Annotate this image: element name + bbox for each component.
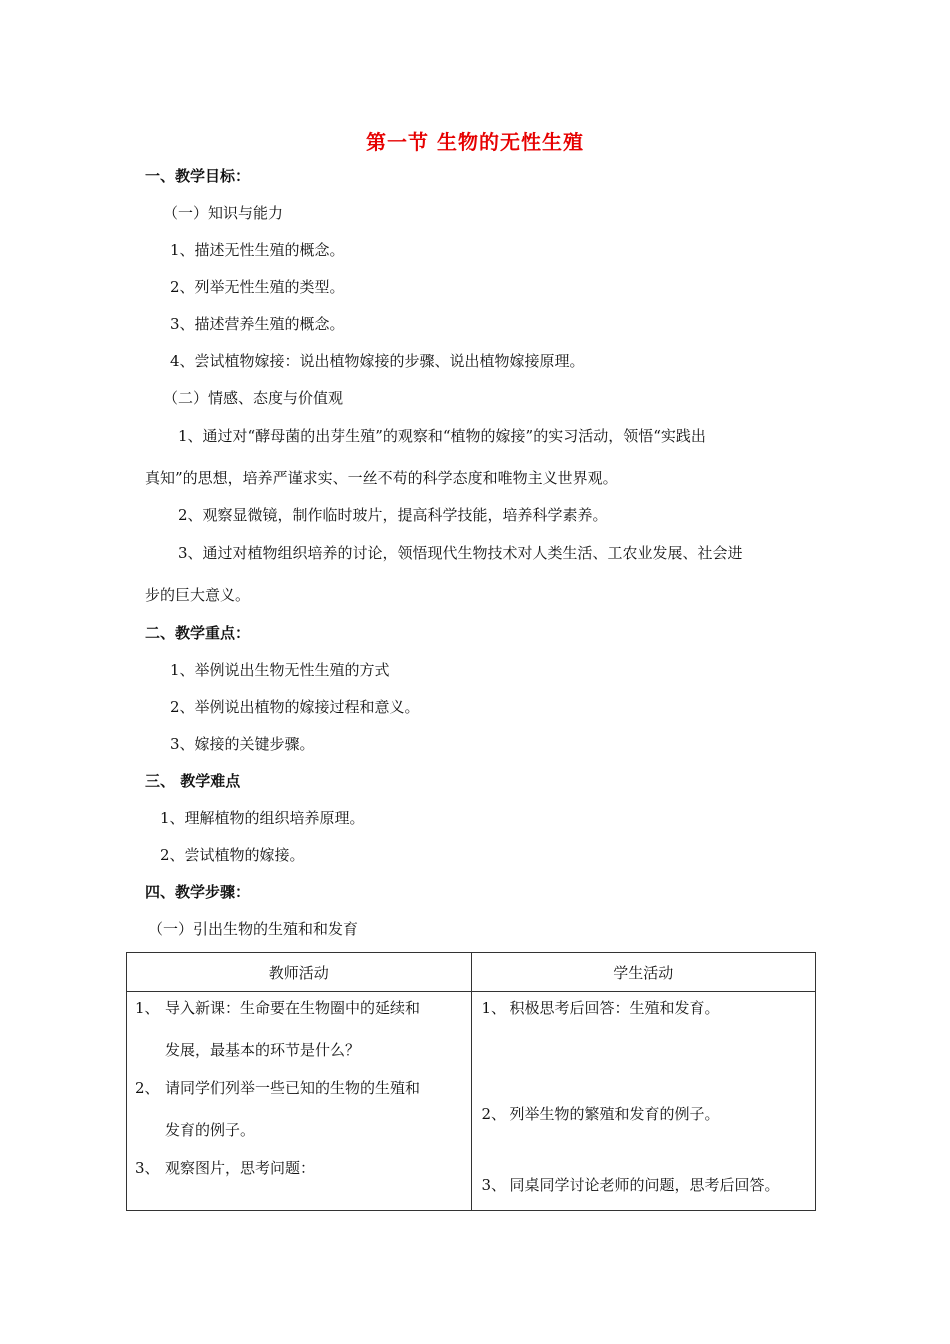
student-activity-text: 列举生物的繁殖和发育的例子。	[509, 1105, 720, 1123]
subheading-values: （二）情感、态度与价值观	[163, 389, 344, 407]
page-title: 第一节 生物的无性生殖	[366, 130, 584, 154]
item-number: 3、	[135, 1159, 160, 1177]
section-heading-difficulties: 三、 教学难点	[145, 772, 241, 790]
item-number: 3、	[481, 1176, 507, 1194]
table-header-student: 学生活动	[471, 953, 816, 992]
list-item: 2、列举无性生殖的类型。	[170, 278, 345, 296]
table-header-teacher: 教师活动	[127, 953, 472, 992]
item-number: 1、	[135, 999, 160, 1017]
list-item: 4、尝试植物嫁接：说出植物嫁接的步骤、说出植物嫁接原理。	[170, 352, 585, 370]
student-activity-cell	[471, 992, 816, 1211]
activity-table	[126, 952, 816, 1211]
section-heading-steps: 四、教学步骤：	[145, 883, 251, 901]
section-heading-objectives: 一、教学目标：	[145, 167, 251, 185]
teacher-activity-text: 请同学们列举一些已知的生物的生殖和	[165, 1079, 421, 1097]
paragraph-line: 真知”的思想，培养严谨求实、一丝不苟的科学态度和唯物主义世界观。	[145, 469, 618, 487]
subheading-step-one: （一）引出生物的生殖和和发育	[148, 920, 359, 938]
student-activity-text: 同桌同学讨论老师的问题，思考后回答。	[509, 1176, 780, 1194]
list-item: 1、理解植物的组织培养原理。	[160, 809, 365, 827]
paragraph-line: 2、观察显微镜，制作临时玻片，提高科学技能，培养科学素养。	[178, 506, 608, 524]
paragraph-line: 步的巨大意义。	[145, 586, 251, 604]
teacher-activity-text: 观察图片，思考问题：	[165, 1159, 316, 1177]
student-activity-text: 积极思考后回答：生殖和发育。	[509, 999, 720, 1017]
list-item: 1、举例说出生物无性生殖的方式	[170, 661, 390, 679]
teacher-activity-text: 导入新课：生命要在生物圈中的延续和	[165, 999, 421, 1017]
list-item: 2、尝试植物的嫁接。	[160, 846, 305, 864]
paragraph-line: 3、通过对植物组织培养的讨论，领悟现代生物技术对人类生活、工农业发展、社会进	[178, 544, 743, 562]
subheading-knowledge: （一）知识与能力	[163, 204, 284, 222]
teacher-activity-text: 发育的例子。	[165, 1121, 256, 1139]
teacher-activity-text: 发展，最基本的环节是什么？	[165, 1041, 361, 1059]
section-heading-key-points: 二、教学重点：	[145, 624, 251, 642]
list-item: 3、描述营养生殖的概念。	[170, 315, 345, 333]
paragraph-line: 1、通过对“酵母菌的出芽生殖”的观察和“植物的嫁接”的实习活动，领悟“实践出	[178, 427, 706, 445]
list-item: 2、举例说出植物的嫁接过程和意义。	[170, 698, 420, 716]
list-item: 3、嫁接的关键步骤。	[170, 735, 315, 753]
item-number: 2、	[481, 1105, 507, 1123]
list-item: 1、描述无性生殖的概念。	[170, 241, 345, 259]
item-number: 1、	[481, 999, 507, 1017]
teacher-activity-cell	[127, 992, 472, 1211]
item-number: 2、	[135, 1079, 160, 1097]
